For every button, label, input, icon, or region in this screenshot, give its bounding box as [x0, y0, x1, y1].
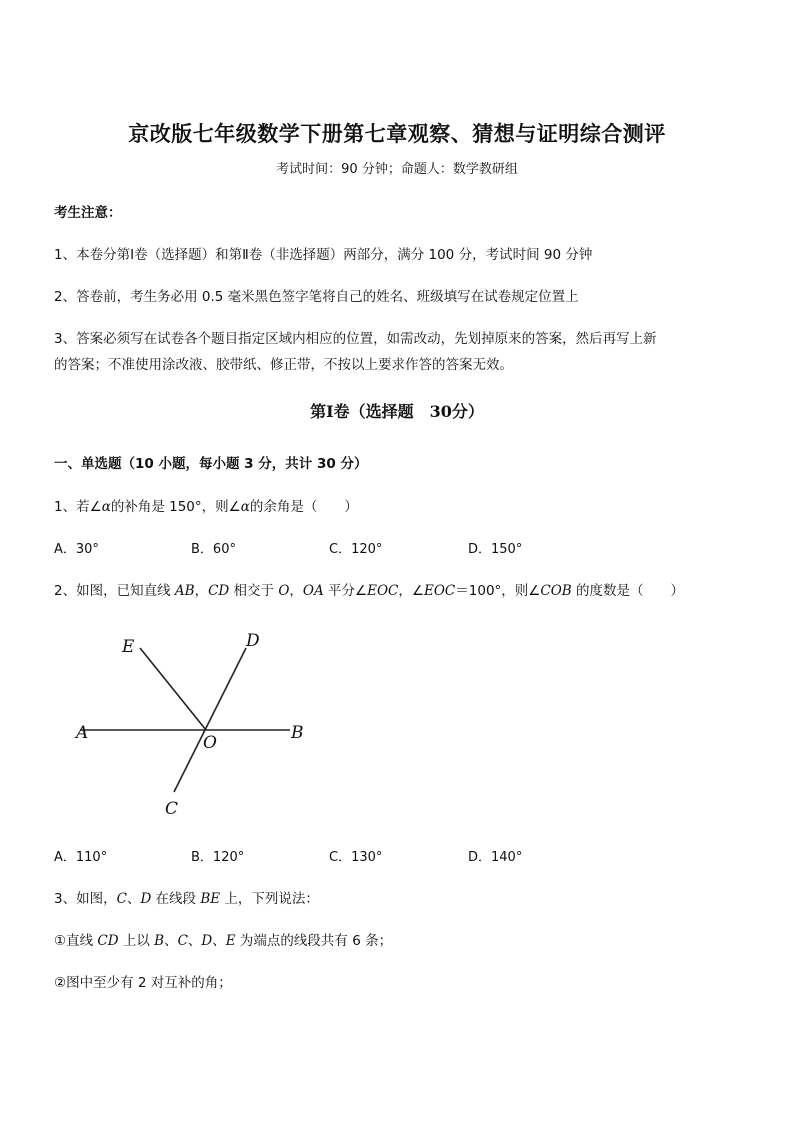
- page-title: 京改版七年级数学下册第七章观察、猜想与证明综合测评: [128, 121, 666, 146]
- question-1: 1、若∠α的补角是 150°，则∠α的余角是（ ）: [54, 499, 358, 515]
- notice-item-2: 2、答卷前，考生务必用 0.5 毫米黑色签字笔将自己的姓名、班级填写在试卷规定位置上: [54, 289, 579, 305]
- notice-item-1: 1、本卷分第Ⅰ卷（选择题）和第Ⅱ卷（非选择题）两部分，满分 100 分，考试时间 90 分钟: [54, 247, 593, 263]
- q1-option-a[interactable]: A．30°: [54, 542, 99, 557]
- q1-option-d[interactable]: D．150°: [468, 542, 523, 557]
- exam-info: 考试时间：90 分钟；命题人：数学教研组: [276, 162, 518, 177]
- part-heading: 一、单选题（10 小题，每小题 3 分，共计 30 分）: [54, 456, 368, 472]
- question-3: 3、如图，C、D 在线段 BE 上，下列说法：: [54, 891, 319, 907]
- q3-statement-1: ①直线 CD 上以 B、C、D、E 为端点的线段共有 6 条；: [54, 933, 393, 949]
- q2-option-c[interactable]: C．130°: [329, 850, 383, 865]
- q1-option-c[interactable]: C．120°: [329, 542, 383, 557]
- notice-item-3-cont: 的答案；不准使用涂改液、胶带纸、修正带，不按以上要求作答的答案无效。: [54, 357, 513, 373]
- question-2: 2、如图，已知直线 AB，CD 相交于 O，OA 平分∠EOC，∠EOC＝100°，则∠COB 的度数是（ ）: [54, 583, 685, 599]
- q2-option-a[interactable]: A．110°: [54, 850, 108, 865]
- label-e: E: [122, 637, 135, 657]
- q1-option-b[interactable]: B．60°: [191, 542, 236, 557]
- ray-oe: [140, 648, 206, 730]
- section-title: 第Ⅰ卷（选择题 30分）: [310, 402, 484, 421]
- label-a: A: [76, 723, 89, 743]
- q2-option-d[interactable]: D．140°: [468, 850, 523, 865]
- label-o: O: [203, 733, 217, 753]
- q3-statement-2: ②图中至少有 2 对互补的角；: [54, 975, 232, 991]
- notice-item-3: 3、答案必须写在试卷各个题目指定区域内相应的位置，如需改动，先划掉原来的答案，然后再写上新: [54, 331, 657, 347]
- label-c: C: [165, 799, 179, 819]
- line-cd: [174, 648, 246, 792]
- notice-heading: 考生注意：: [54, 205, 122, 221]
- label-b: B: [291, 723, 304, 743]
- label-d: D: [246, 631, 260, 651]
- q2-geometry-figure: [70, 620, 340, 830]
- q2-option-b[interactable]: B．120°: [191, 850, 245, 865]
